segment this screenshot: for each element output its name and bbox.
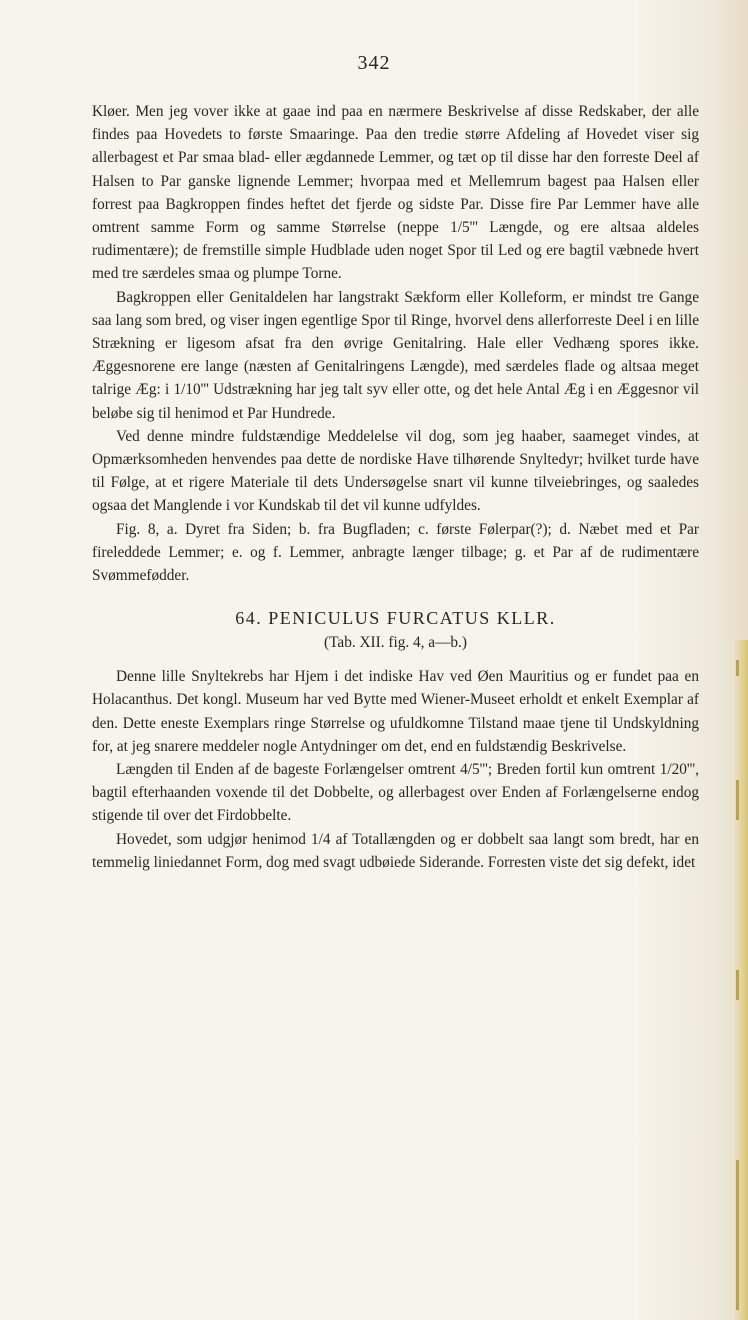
figure-caption: Fig. 8, a. Dyret fra Siden; b. fra Bugfladen; c. første Følerpar(?); d. Næbet med et Par fireleddede Lemmer; e. og f. Lemmer, anbragte længer tilbage; g. et Par af de rudimentære Svømmefødder.: [92, 520, 699, 585]
edge-mark: [736, 970, 739, 1000]
paragraph: Længden til Enden af de bageste Forlængelser omtrent 4/5'''; Breden fortil kun omtrent 1/20''', bagtil efterhaanden voxende til det Dobbelte, og allerbagest over Enden af Forlængelserne endog stigende til over det Firdobbelte.: [92, 761, 699, 825]
edge-mark: [736, 780, 739, 820]
paragraph: Kløer. Men jeg vover ikke at gaae ind paa en nærmere Beskrivelse af disse Redskaber, der alle findes paa Hovedets to første Smaaringe. Paa den tredie større Afdeling af Hovedet viser sig allerbagest et Par smaa blad- eller ægdannede Lemmer, og tæt op til disse har den forreste Deel af Halsen to Par ganske lignende Lemmer; hvorpaa med et Mellemrum bagest paa Halsen eller forrest paa Bagkroppen findes heftet det fjerde og sidste Par. Disse fire Par Lemmer have alle omtrent samme Form og samme Størrelse (neppe 1/5''' Længde, og ere altsaa aldeles rudimentære); de fremstille simple Hudblade uden noget Spor til Led og ere bagtil væbnede hvert med tre særdeles smaa og plumpe Torne.: [92, 103, 699, 283]
paragraph: Denne lille Snyltekrebs har Hjem i det indiske Hav ved Øen Mauritius og er fundet paa en Holacanthus. Det kongl. Museum har ved Bytte med Wiener-Museet erholdt et enkelt Exemplar af den. Dette eneste Exemplars ringe Størrelse og ufuldkomne Tilstand maae tjene til Undskyldning for, at jeg snarere meddeler nogle Antydninger om det, end en fuldstændig Beskrivelse.: [92, 668, 699, 755]
edge-mark: [736, 660, 739, 676]
edge-mark: [736, 1160, 739, 1310]
page-edge: [734, 640, 748, 1320]
paragraph: Hovedet, som udgjør henimod 1/4 af Totallængden og er dobbelt saa langt som bredt, har en temmelig liniedannet Form, dog med svagt udbøiede Siderande. Forresten viste det sig defekt, idet: [92, 830, 699, 871]
paragraph: Bagkroppen eller Genitaldelen har langstrakt Sækform eller Kolleform, er mindst tre Gange saa lang som bred, og viser ingen egentlige Spor til Ringe, hvorvel dens allerforreste Deel i en lille Strækning er ligesom afsat fra den øvrige Genitalring. Hale eller Vedhæng spores ikke. Æggesnorene ere lange (næsten af Genitalringens Længde), med særdeles flade og altsaa meget talrige Æg: i 1/10''' Udstrækning har jeg talt syv eller otte, og det hele Antal Æg i en Æggesnor vil beløbe sig til henimod et Par Hundrede.: [92, 288, 699, 422]
section-title: 64. PENICULUS FURCATUS KLLR.: [235, 608, 556, 629]
page-number: 342: [357, 52, 391, 74]
paragraph: Ved denne mindre fuldstændige Meddelelse vil dog, som jeg haaber, saameget vindes, at Opmærksomheden henvendes paa dette de nordiske Have tilhørende Snyltedyr; hvilket turde have til Følge, at et rigere Materiale til dets Undersøgelse snart vil kunne tilveiebringes, og saaledes ogsaa det Manglende i vor Kundskab til det vil kunne udfyldes.: [92, 427, 699, 515]
section-subtitle: (Tab. XII. fig. 4, a—b.): [324, 634, 467, 652]
body-text: [92, 100, 699, 874]
